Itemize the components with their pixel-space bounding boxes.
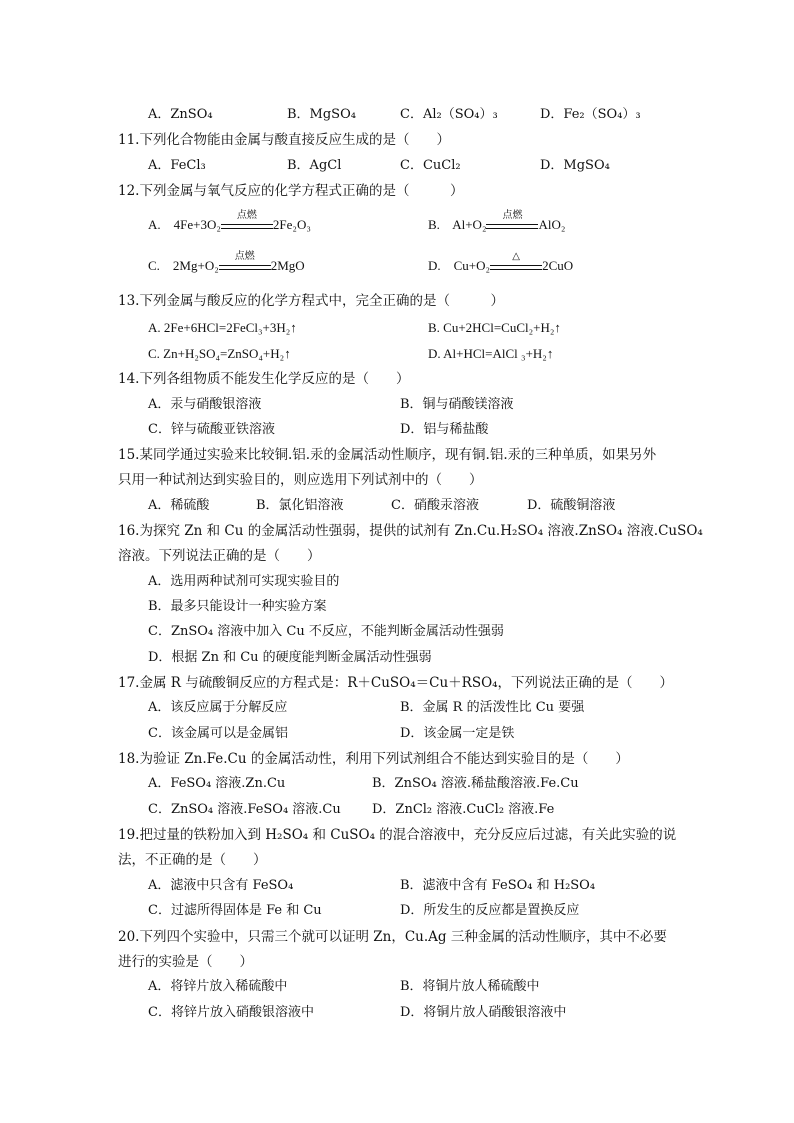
q14-option-a: A．汞与硝酸银溶液 bbox=[148, 397, 262, 412]
q10-option-a: A．ZnSO₄ bbox=[148, 107, 213, 122]
q19-stem-line1: 19.把过量的铁粉加入到 H₂SO₄ 和 CuSO₄ 的混合溶液中，充分反应后过滤，有关此实验的说 bbox=[118, 827, 677, 843]
reaction-condition: 点燃 bbox=[234, 251, 255, 263]
q11-stem: 11.下列化合物能由金属与酸直接反应生成的是（ ） bbox=[118, 132, 450, 148]
q14-option-c: C．锌与硫酸亚铁溶液 bbox=[148, 422, 275, 437]
q10-option-c: C．Al₂（SO₄）₃ bbox=[400, 107, 498, 122]
q15-option-a: A．稀硫酸 bbox=[148, 498, 210, 513]
q17-option-d: D．该金属一定是铁 bbox=[400, 726, 515, 741]
q13-option-a: A. 2Fe+6HCl=2FeCl₃+3H₂↑ bbox=[148, 320, 297, 335]
q15-option-b: B．氯化铝溶液 bbox=[256, 498, 344, 513]
q12-option-b bbox=[428, 210, 566, 235]
q12-option-d bbox=[428, 251, 574, 276]
reaction-condition: 点燃 bbox=[502, 210, 523, 222]
q14-option-b: B．铜与硝酸镁溶液 bbox=[400, 397, 514, 412]
equation-products: AlO₂ bbox=[538, 217, 566, 232]
equation-products: 2Fe₂O₃ bbox=[272, 217, 311, 232]
q13-option-b: B. Cu+2HCl=CuCl₂+H₂↑ bbox=[428, 320, 561, 335]
q17-option-c: C．该金属可以是金属铝 bbox=[148, 726, 288, 741]
equation-products: 2MgO bbox=[270, 258, 305, 273]
q20-option-c: C．将锌片放入硝酸银溶液中 bbox=[148, 1005, 314, 1020]
q15-stem-line1: 15.某同学通过实验来比较铜.铝.汞的金属活动性顺序，现有铜.铝.汞的三种单质，如果另外 bbox=[118, 447, 657, 463]
option-label: A. bbox=[148, 217, 161, 232]
q12-option-c bbox=[148, 251, 305, 276]
q16-option-b: B．最多只能设计一种实验方案 bbox=[148, 599, 327, 614]
q19-option-b: B．滤液中含有 FeSO₄ 和 H₂SO₄ bbox=[400, 878, 596, 893]
q16-option-d: D．根据 Zn 和 Cu 的硬度能判断金属活动性强弱 bbox=[148, 650, 432, 665]
q18-option-a: A．FeSO₄ 溶液.Zn.Cu bbox=[148, 776, 286, 791]
q13-option-c: C. Zn+H₂SO₄=ZnSO₄+H₂↑ bbox=[148, 346, 291, 361]
q14-option-d: D．铝与稀盐酸 bbox=[400, 422, 489, 437]
q10-option-d: D．Fe₂（SO₄）₃ bbox=[540, 107, 641, 122]
reaction-arrow bbox=[219, 251, 271, 276]
q14-stem: 14.下列各组物质不能发生化学反应的是（ ） bbox=[118, 371, 410, 387]
q13-option-d: D. Al+HCl=AlCl ₃+H₂↑ bbox=[428, 346, 554, 361]
q20-stem-line2: 进行的实验是（ ） bbox=[118, 954, 253, 970]
equation-products: 2CuO bbox=[542, 258, 574, 273]
q16-stem-line1: 16.为探究 Zn 和 Cu 的金属活动性强弱，提供的试剂有 Zn.Cu.H₂SO₄ 溶液.ZnSO₄ 溶液.CuSO₄ bbox=[118, 523, 703, 539]
option-label: D. bbox=[428, 258, 441, 273]
q20-stem-line1: 20.下列四个实验中，只需三个就可以证明 Zn，Cu.Ag 三种金属的活动性顺序，其中不必要 bbox=[118, 929, 667, 945]
option-label: C. bbox=[148, 258, 160, 273]
q15-option-d: D．硫酸铜溶液 bbox=[527, 498, 616, 513]
q20-option-a: A．将锌片放入稀硫酸中 bbox=[148, 979, 288, 994]
q15-option-c: C．硝酸汞溶液 bbox=[391, 498, 479, 513]
q12-option-a bbox=[148, 210, 311, 235]
q11-option-c: C．CuCl₂ bbox=[400, 158, 461, 173]
reaction-arrow bbox=[221, 210, 273, 235]
q18-option-d: D．ZnCl₂ 溶液.CuCl₂ 溶液.Fe bbox=[372, 802, 555, 817]
q16-stem-line2: 溶液。下列说法正确的是（ ） bbox=[118, 548, 321, 564]
reaction-condition: △ bbox=[512, 251, 520, 263]
q16-option-c: C．ZnSO₄ 溶液中加入 Cu 不反应，不能判断金属活动性强弱 bbox=[148, 624, 504, 639]
q17-stem: 17.金属 R 与硫酸铜反应的方程式是：R＋CuSO₄＝Cu＋RSO₄，下列说法正确的是（ ） bbox=[118, 675, 674, 691]
q19-option-c: C．过滤所得固体是 Fe 和 Cu bbox=[148, 903, 322, 918]
reaction-arrow bbox=[490, 251, 542, 276]
q11-option-b: B．AgCl bbox=[287, 158, 342, 173]
q20-option-d: D．将铜片放人硝酸银溶液中 bbox=[400, 1005, 567, 1020]
q10-option-b: B．MgSO₄ bbox=[287, 107, 356, 122]
q17-option-a: A．该反应属于分解反应 bbox=[148, 700, 288, 715]
q19-option-a: A．滤液中只含有 FeSO₄ bbox=[148, 878, 294, 893]
q11-option-a: A．FeCl₃ bbox=[148, 158, 206, 173]
equation-reactants: Cu+O₂ bbox=[453, 258, 491, 273]
q15-stem-line2: 只用一种试剂达到实验目的，则应选用下列试剂中的（ ） bbox=[118, 472, 483, 488]
q20-option-b: B．将铜片放人稀硫酸中 bbox=[400, 979, 540, 994]
equation-reactants: Al+O₂ bbox=[452, 217, 487, 232]
q11-option-d: D．MgSO₄ bbox=[540, 158, 610, 173]
q19-option-d: D．所发生的反应都是置换反应 bbox=[400, 903, 580, 918]
q13-stem: 13.下列金属与酸反应的化学方程式中，完全正确的是（ ） bbox=[118, 293, 504, 309]
q18-option-b: B．ZnSO₄ 溶液.稀盐酸溶液.Fe.Cu bbox=[372, 776, 579, 791]
q18-option-c: C．ZnSO₄ 溶液.FeSO₄ 溶液.Cu bbox=[148, 802, 341, 817]
reaction-arrow bbox=[486, 210, 538, 235]
q18-stem: 18.为验证 Zn.Fe.Cu 的金属活动性，利用下列试剂组合不能达到实验目的是（ ） bbox=[118, 751, 629, 767]
reaction-condition: 点燃 bbox=[236, 210, 257, 222]
q19-stem-line2: 法，不正确的是（ ） bbox=[118, 852, 267, 868]
q12-stem: 12.下列金属与氧气反应的化学方程式正确的是（ ） bbox=[118, 183, 464, 199]
option-label: B. bbox=[428, 217, 440, 232]
q17-option-b: B．金属 R 的活泼性比 Cu 要强 bbox=[400, 700, 585, 715]
equation-reactants: 4Fe+3O₂ bbox=[173, 217, 221, 232]
equation-reactants: 2Mg+O₂ bbox=[172, 258, 219, 273]
q16-option-a: A．选用两种试剂可实现实验目的 bbox=[148, 574, 340, 589]
